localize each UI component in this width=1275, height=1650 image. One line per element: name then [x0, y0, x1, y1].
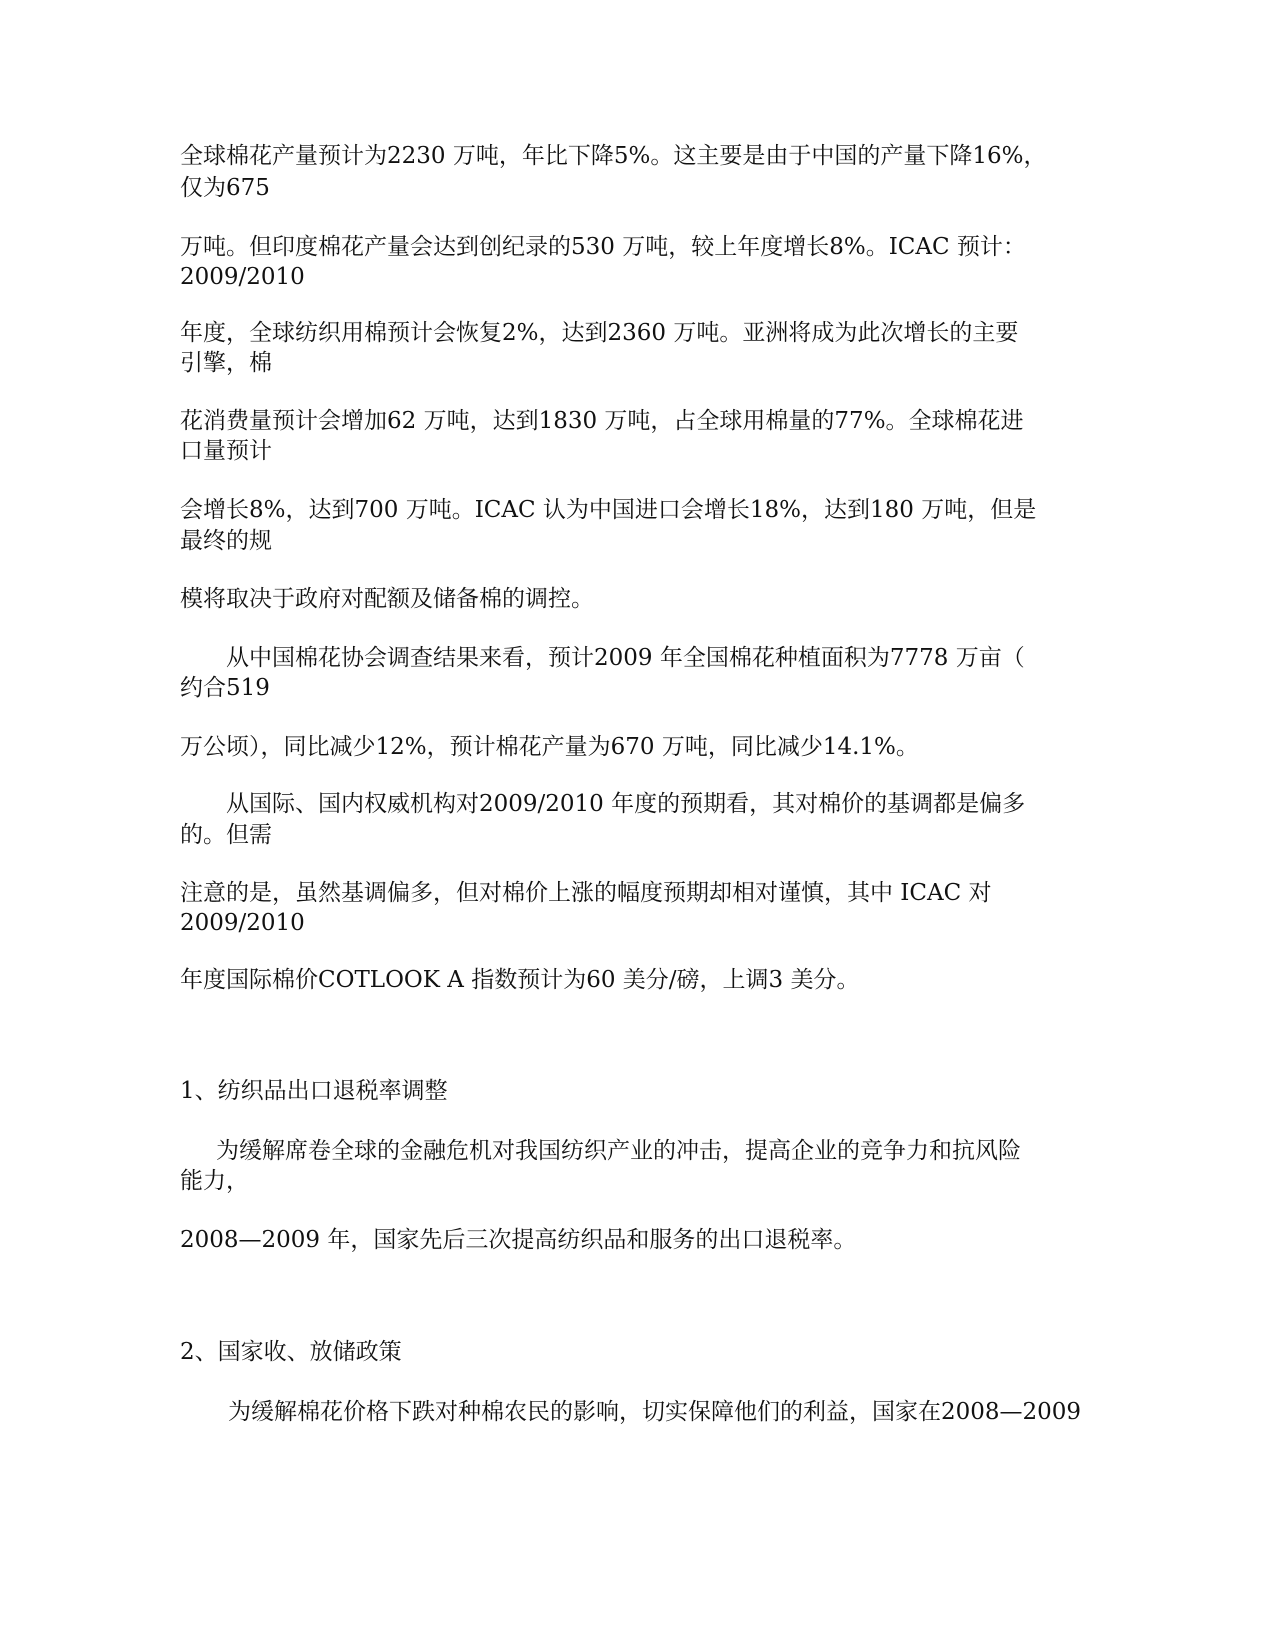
text-line: 万公顷），同比减少12%，预计棉花产量为670 万吨，同比减少14.1%。 — [180, 734, 919, 760]
text-line: 全球棉花产量预计为2230 万吨，年比下降5%。这主要是由于中国的产量下降16%， — [180, 143, 1047, 169]
text-line: 从国际、国内权威机构对2009/2010 年度的预期看，其对棉价的基调都是偏多 — [226, 791, 1026, 817]
text-line: 的。但需 — [180, 822, 272, 848]
text-line: 会增长8%，达到700 万吨。ICAC 认为中国进口会增长18%，达到180 万吨，但是 — [180, 497, 1037, 523]
text-line: 从中国棉花协会调查结果来看，预计2009 年全国棉花种植面积为7778 万亩（ — [226, 645, 1025, 671]
section-heading: 2、国家收、放储政策 — [180, 1339, 402, 1365]
text-line: 年度国际棉价COTLOOK A 指数预计为60 美分/磅，上调3 美分。 — [180, 967, 860, 993]
text-line: 万吨。但印度棉花产量会达到创纪录的530 万吨，较上年度增长8%。ICAC 预计： — [180, 234, 1026, 260]
text-line: 2009/2010 — [180, 264, 305, 290]
text-line: 花消费量预计会增加62 万吨，达到1830 万吨，占全球用棉量的77%。全球棉花进 — [180, 408, 1024, 434]
text-line: 口量预计 — [180, 438, 272, 464]
section-heading: 1、纺织品出口退税率调整 — [180, 1078, 448, 1104]
text-line: 年度，全球纺织用棉预计会恢复2%，达到2360 万吨。亚洲将成为此次增长的主要 — [180, 320, 1019, 346]
text-line: 约合519 — [180, 675, 270, 701]
text-line: 注意的是，虽然基调偏多，但对棉价上涨的幅度预期却相对谨慎，其中 ICAC 对 — [180, 880, 992, 906]
text-line: 2008—2009 年，国家先后三次提高纺织品和服务的出口退税率。 — [180, 1227, 857, 1253]
text-line: 最终的规 — [180, 528, 272, 554]
text-line: 为缓解席卷全球的金融危机对我国纺织产业的冲击，提高企业的竞争力和抗风险 — [216, 1138, 1021, 1164]
text-line: 仅为675 — [180, 175, 270, 201]
text-line: 引擎，棉 — [180, 350, 272, 376]
text-line: 模将取决于政府对配额及储备棉的调控。 — [180, 586, 594, 612]
text-line: 为缓解棉花价格下跌对种棉农民的影响，切实保障他们的利益，国家在2008—2009 — [228, 1399, 1082, 1425]
text-line: 2009/2010 — [180, 910, 305, 936]
text-line: 能力， — [180, 1168, 249, 1194]
